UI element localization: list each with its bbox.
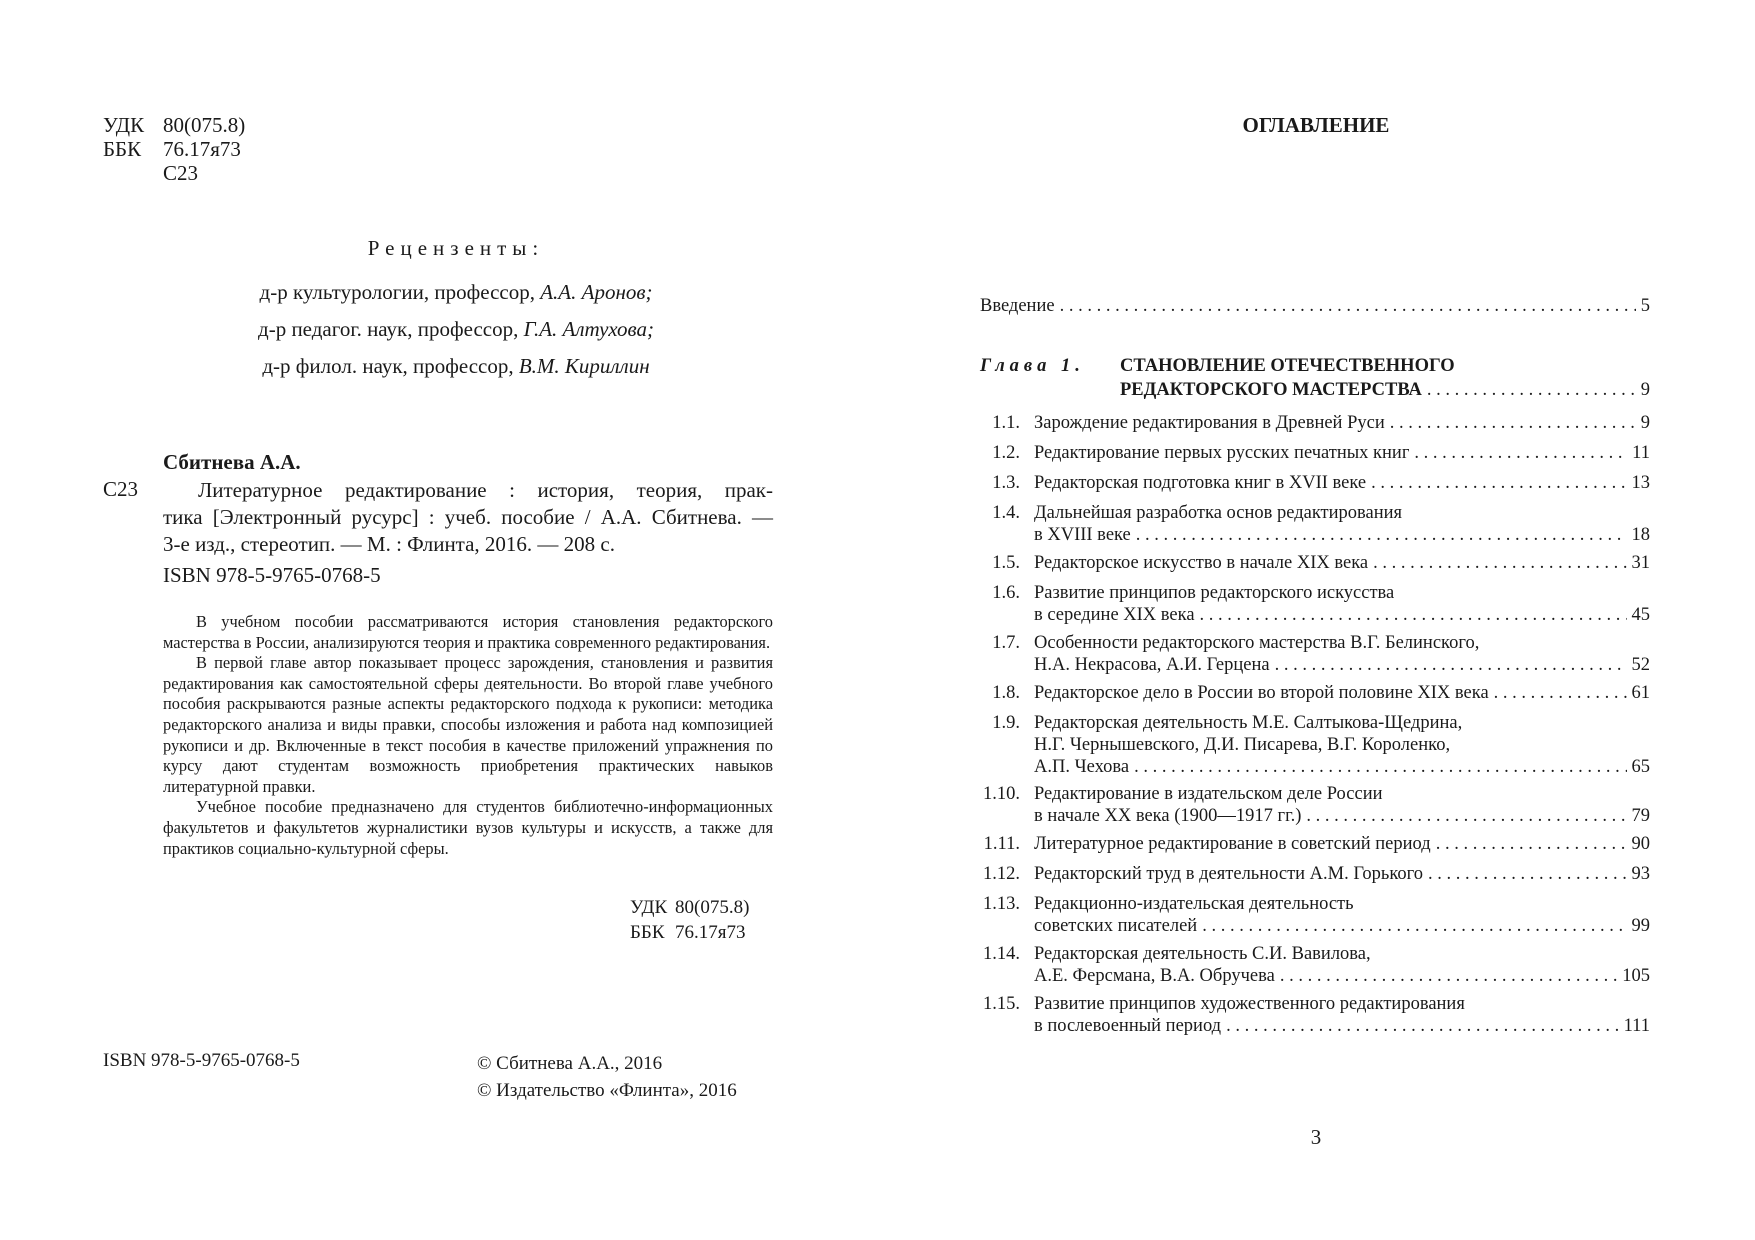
toc-entry-number: 1.5. <box>992 553 1020 573</box>
dot-leader <box>1436 833 1627 855</box>
toc-page-number: 52 <box>1631 655 1650 675</box>
toc-entry-number: 1.3. <box>992 473 1020 493</box>
copyright-line: © Издательство «Флинта», 2016 <box>477 1080 737 1101</box>
toc-entry-number: 1.11. <box>983 834 1020 854</box>
toc-entry[interactable] <box>980 712 1650 778</box>
toc-page-number: 65 <box>1631 757 1650 777</box>
toc-entry-title: Редакторское дело в России во второй половине XIX века <box>1034 683 1489 703</box>
annotation-paragraph: Учебное пособие предназначено для студентов библиотечно-информационных факультетов и факультетов журналистики вузов культуры и искусств, а также для практиков социально-культурной сферы. <box>163 797 773 858</box>
copyright-line: © Сбитнева А.А., 2016 <box>477 1053 663 1074</box>
biblio-line: Литературное редактирование : история, теория, прак- <box>198 478 773 502</box>
toc-entry-title: в XVIII веке <box>1034 525 1131 545</box>
dot-leader <box>1060 296 1636 317</box>
toc-entry-number: 1.2. <box>992 443 1020 463</box>
toc-entry-title: Редакторский труд в деятельности А.М. Горького <box>1034 864 1424 884</box>
reviewer-name: А.А. Аронов; <box>540 280 653 304</box>
udk-value: 80(075.8) <box>675 897 750 918</box>
toc-entry-number: 1.8. <box>992 683 1020 703</box>
toc-entry-title: Развитие принципов редакторского искусства <box>1034 583 1395 603</box>
reviewer <box>160 274 752 311</box>
toc-entry-number: 1.7. <box>992 633 1020 653</box>
toc-entry-number: 1.14. <box>983 944 1020 964</box>
toc-entry-number: 1.12. <box>983 864 1020 884</box>
toc-entry-title: Н.А. Некрасова, А.И. Герцена <box>1034 655 1270 675</box>
toc-entry-title: Дальнейшая разработка основ редактирования <box>1034 503 1403 523</box>
toc-entry-title: Н.Г. Чернышевского, Д.И. Писарева, В.Г. Короленко, <box>1034 735 1451 755</box>
udk-label: УДК <box>103 113 145 137</box>
isbn-footer: ISBN 978-5-9765-0768-5 <box>103 1050 300 1071</box>
toc-entry-number: 1.10. <box>983 784 1020 804</box>
classification-codes <box>103 113 245 185</box>
dot-leader <box>1373 552 1626 574</box>
toc-entry-title: в послевоенный период <box>1034 1016 1222 1036</box>
toc-page-number: 5 <box>1640 296 1650 316</box>
toc-chapter[interactable] <box>980 354 1650 402</box>
toc-entry-number: 1.15. <box>983 994 1020 1014</box>
bbk-label: ББК <box>630 922 665 943</box>
toc-entry-title: Редакторская подготовка книг в XVII веке <box>1034 473 1367 493</box>
toc-entry[interactable] <box>980 582 1650 626</box>
isbn: ISBN 978-5-9765-0768-5 <box>163 563 381 587</box>
toc-entry-title: Зарождение редактирования в Древней Руси <box>1034 413 1385 433</box>
toc-entry-title: А.П. Чехова <box>1034 757 1130 777</box>
toc-entry-title: Развитие принципов художественного редактирования <box>1034 994 1465 1014</box>
dot-leader <box>1390 412 1636 434</box>
reviewer-name: Г.А. Алтухова; <box>523 317 654 341</box>
reviewer-role: д-р филол. наук, профессор, <box>262 354 519 378</box>
toc-entry-title: в начале XX века (1900—1917 гг.) <box>1034 806 1302 826</box>
toc-entry-title: Редактирование в издательском деле России <box>1034 784 1383 804</box>
toc-entry-number: 1.13. <box>983 894 1020 914</box>
chapter-title-line: РЕДАКТОРСКОГО МАСТЕРСТВА <box>1120 380 1422 400</box>
toc-intro[interactable] <box>980 296 1650 317</box>
toc-entry[interactable] <box>980 783 1650 827</box>
copyright <box>477 1050 737 1104</box>
toc-entry-title: Редакторская деятельность С.И. Вавилова, <box>1034 944 1371 964</box>
dot-leader <box>1202 915 1626 937</box>
author-mark-value: С23 <box>163 161 199 185</box>
author-name: Сбитнева А.А. <box>163 450 301 474</box>
biblio-line: тика [Электронный русурс] : учеб. пособие / А.А. Сбитнева. — <box>163 505 773 529</box>
toc-entry[interactable] <box>980 993 1650 1037</box>
toc-page-number: 18 <box>1631 525 1650 545</box>
author-mark-label <box>103 161 163 185</box>
page-number: 3 <box>1310 1125 1322 1149</box>
toc-entry[interactable] <box>980 943 1650 987</box>
dot-leader <box>1414 442 1627 464</box>
toc-entry[interactable] <box>980 682 1650 704</box>
right-page <box>877 0 1755 1240</box>
dot-leader <box>1306 805 1626 827</box>
toc-entry-title: Литературное редактирование в советский период <box>1034 834 1431 854</box>
toc-entry[interactable] <box>980 502 1650 546</box>
reviewer <box>160 311 752 348</box>
reviewer <box>160 348 752 385</box>
toc-entry-title: Редакторское искусство в начале XIX века <box>1034 553 1369 573</box>
reviewer-name: В.М. Кириллин <box>518 354 650 378</box>
toc-page-number: 79 <box>1631 806 1650 826</box>
toc-page-number: 90 <box>1631 834 1650 854</box>
toc-entry[interactable] <box>980 893 1650 937</box>
toc-entry-number: 1.4. <box>992 503 1020 523</box>
toc-page-number: 93 <box>1631 864 1650 884</box>
bbk-value: 76.17я73 <box>675 922 746 943</box>
toc-entry-title: в середине XIX века <box>1034 605 1195 625</box>
toc-page-number: 99 <box>1631 916 1650 936</box>
dot-leader <box>1134 756 1626 778</box>
author-code: С23 <box>103 477 139 501</box>
reviewer-role: д-р культурологии, профессор, <box>259 280 541 304</box>
toc-entry-number: 1.1. <box>992 413 1020 433</box>
annotation-paragraph: В учебном пособии рассматриваются история становления редакторского мастерства в России, анализируются теория и практика современного редактирования. <box>163 612 773 652</box>
udk-value: 80(075.8) <box>163 113 246 137</box>
toc-entry[interactable] <box>980 412 1650 434</box>
toc-entry[interactable] <box>980 863 1650 885</box>
toc-entry-number: 1.9. <box>992 713 1020 733</box>
dot-leader <box>1371 472 1626 494</box>
left-page <box>0 0 877 1240</box>
toc-page-number: 9 <box>1640 380 1650 400</box>
toc-entry[interactable] <box>980 833 1650 855</box>
toc-entry-number: 1.6. <box>992 583 1020 603</box>
toc-entry-title: А.Е. Ферсмана, В.А. Обручева <box>1034 966 1275 986</box>
bbk-value: 76.17я73 <box>163 137 241 161</box>
reviewer-role: д-р педагог. наук, профессор, <box>258 317 524 341</box>
toc-page-number: 45 <box>1631 605 1650 625</box>
toc-title: ОГЛАВЛЕНИЕ <box>1242 113 1390 137</box>
toc-entry[interactable] <box>980 632 1650 676</box>
bbk-label: ББК <box>103 137 142 161</box>
toc-entry-title: Редакторская деятельность М.Е. Салтыкова-Щедрина, <box>1034 713 1463 733</box>
dot-leader <box>1280 965 1617 987</box>
dot-leader <box>1136 524 1627 546</box>
dot-leader <box>1200 604 1627 626</box>
classification-codes-bottom <box>630 895 749 945</box>
dot-leader <box>1275 654 1627 676</box>
toc-entry-title: Введение <box>980 296 1055 316</box>
toc-entry[interactable] <box>980 442 1650 464</box>
toc-entry-title: Особенности редакторского мастерства В.Г. Белинского, <box>1034 633 1480 653</box>
toc-page-number: 31 <box>1631 553 1650 573</box>
toc-entry-title: Редактирование первых русских печатных книг <box>1034 443 1410 463</box>
toc-entry-title: Редакционно-издательская деятельность <box>1034 894 1354 914</box>
reviewers-heading: Рецензенты: <box>367 236 545 260</box>
toc-page-number: 9 <box>1640 413 1650 433</box>
dot-leader <box>1226 1015 1619 1037</box>
toc-page-number: 61 <box>1631 683 1650 703</box>
dot-leader <box>1427 378 1636 402</box>
annotation <box>163 612 773 859</box>
udk-label: УДК <box>630 897 668 918</box>
chapter-title-line: СТАНОВЛЕНИЕ ОТЕЧЕСТВЕННОГО <box>1120 356 1455 376</box>
toc-page-number: 13 <box>1631 473 1650 493</box>
reviewers-block <box>160 236 752 385</box>
dot-leader <box>1494 682 1627 704</box>
toc-entry[interactable] <box>980 472 1650 494</box>
toc-entry-title: советских писателей <box>1034 916 1198 936</box>
dot-leader <box>1428 863 1626 885</box>
toc-page-number: 111 <box>1623 1016 1650 1036</box>
biblio-line: 3-е изд., стереотип. — М. : Флинта, 2016. — 208 с. <box>163 532 616 556</box>
bibliographic-description <box>163 477 773 558</box>
toc-entry[interactable] <box>980 552 1650 574</box>
toc-page-number: 105 <box>1622 966 1650 986</box>
chapter-label: Глава 1. <box>980 356 1085 376</box>
toc-page-number: 11 <box>1632 443 1650 463</box>
annotation-paragraph: В первой главе автор показывает процесс зарождения, становления и развития редактирования как самостоятельной сферы деятельности. Во второй главе учебного пособия раскрываются разные аспекты редакторского подхода к рукописи: методика редакторского анализа и виды правки, способы изложения и работа над композицией рукописи и др. Включенные в текст пособия в качестве приложений упражнения по курсу дают студентам возможность приобретения практических навыков литературной правки. <box>163 653 773 796</box>
